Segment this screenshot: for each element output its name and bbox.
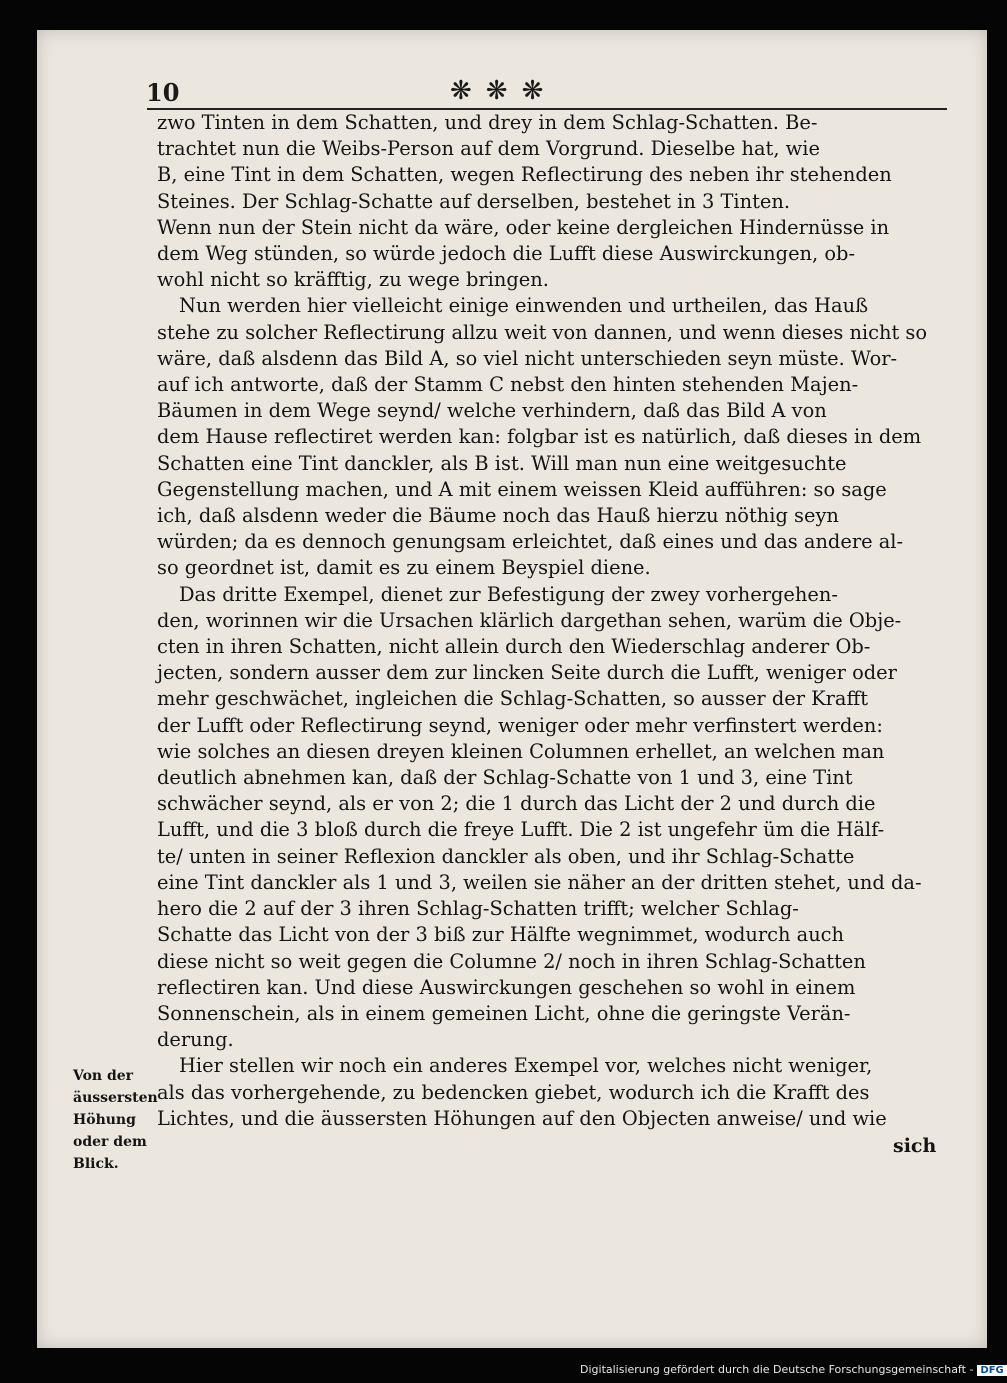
text-line: deutlich abnehmen kan, daß der Schlag-Schatte von 1 und 3, eine Tint xyxy=(157,766,853,790)
margin-note-line: Blick. xyxy=(73,1156,119,1172)
margin-note-line: Von der xyxy=(73,1068,134,1084)
text-line: trachtet nun die Weibs-Person auf dem Vorgrund. Dieselbe hat, wie xyxy=(157,137,820,161)
text-line: diese nicht so weit gegen die Columne 2/ noch in ihren Schlag-Schatten xyxy=(157,949,866,973)
margin-note xyxy=(73,1065,157,1175)
text-line: Wenn nun der Stein nicht da wäre, oder keine dergleichen Hindernüsse in xyxy=(157,215,890,239)
dfg-logo: DFG xyxy=(977,1365,1006,1376)
text-line: wohl nicht so kräfftig, zu wege bringen. xyxy=(157,268,549,292)
text-line: reflectiren kan. Und diese Auswirckungen geschehen so wohl in einem xyxy=(157,975,856,999)
text-line: Hier stellen wir noch ein anderes Exempel vor, welches nicht weniger, xyxy=(179,1054,873,1078)
text-line: Lufft, und die 3 bloß durch die freye Lufft. Die 2 ist ungefehr üm die Hälf- xyxy=(157,818,885,842)
page-number: 10 xyxy=(146,78,180,107)
text-line: dem Hause reflectiret werden kan: folgbar ist es natürlich, daß dieses in dem xyxy=(157,425,922,449)
ornament-icon: ❋❋❋ xyxy=(450,76,558,106)
text-line: Bäumen in dem Wege seynd/ welche verhindern, daß das Bild A von xyxy=(157,399,827,423)
text-line: den, worinnen wir die Ursachen klärlich dargethan sehen, warüm die Obje- xyxy=(157,608,902,632)
text-line: Nun werden hier vielleicht einige einwenden und urtheilen, das Hauß xyxy=(179,294,869,318)
catchword: sich xyxy=(893,1135,937,1157)
text-line: stehe zu solcher Reflectirung allzu weit von dannen, und wenn dieses nicht so xyxy=(157,320,928,344)
text-line: Sonnenschein, als in einem gemeinen Licht, ohne die geringste Verän- xyxy=(157,1001,851,1025)
text-line: schwächer seynd, als er von 2; die 1 durch das Licht der 2 und durch die xyxy=(157,792,876,816)
footer-credit xyxy=(580,1363,1007,1376)
text-line: Lichtes, und die äussersten Höhungen auf den Objecten anweise/ und wie xyxy=(157,1106,887,1130)
text-line: als das vorhergehende, zu bedencken giebet, wodurch ich die Krafft des xyxy=(157,1080,870,1104)
text-line: Steines. Der Schlag-Schatte auf derselben, bestehet in 3 Tinten. xyxy=(157,189,791,213)
text-line: der Lufft oder Reflectirung seynd, weniger oder mehr verfinstert werden: xyxy=(157,713,883,737)
text-line: derung. xyxy=(157,1028,234,1052)
text-line: eine Tint danckler als 1 und 3, weilen sie näher an der dritten stehet, und da- xyxy=(157,870,922,894)
text-line: Schatte das Licht von der 3 biß zur Hälfte wegnimmet, wodurch auch xyxy=(157,923,845,947)
text-line: mehr geschwächet, ingleichen die Schlag-Schatten, so ausser der Krafft xyxy=(157,687,869,711)
margin-note-line: äussersten xyxy=(73,1090,158,1106)
text-line: wäre, daß alsdenn das Bild A, so viel nicht unterschieden seyn müste. Wor- xyxy=(157,346,898,370)
text-line: zwo Tinten in dem Schatten, und drey in dem Schlag-Schatten. Be- xyxy=(157,111,818,134)
text-line: te/ unten in seiner Reflexion danckler als oben, und ihr Schlag-Schatte xyxy=(157,844,855,868)
text-line: hero die 2 auf der 3 ihren Schlag-Schatten trifft; welcher Schlag- xyxy=(157,897,799,921)
text-line: Schatten eine Tint danckler, als B ist. Will man nun eine weitgesuchte xyxy=(157,451,847,475)
text-line: wie solches an diesen dreyen kleinen Columnen erhellet, an welchen man xyxy=(157,739,885,763)
text-line: würden; da es dennoch genungsam erleichtet, daß eines und das andere al- xyxy=(157,530,904,554)
text-line: dem Weg stünden, so würde jedoch die Lufft diese Auswirckungen, ob- xyxy=(157,242,856,266)
text-line: B, eine Tint in dem Schatten, wegen Reflectirung des neben ihr stehenden xyxy=(157,163,892,187)
main-text-block xyxy=(157,110,947,1132)
footer-text: Digitalisierung gefördert durch die Deutsche Forschungsgemeinschaft - xyxy=(580,1363,974,1376)
text-line: auf ich antworte, daß der Stamm C nebst den hinten stehenden Majen- xyxy=(157,373,859,397)
text-line: ich, daß alsdenn weder die Bäume noch das Hauß hierzu nöthig seyn xyxy=(157,504,839,528)
text-line: cten in ihren Schatten, nicht allein durch den Wiederschlag anderer Ob- xyxy=(157,635,871,659)
text-line: Das dritte Exempel, dienet zur Befestigung der zwey vorhergehen- xyxy=(179,582,838,606)
text-line: so geordnet ist, damit es zu einem Beyspiel diene. xyxy=(157,556,651,580)
margin-note-line: Höhung xyxy=(73,1112,136,1128)
text-line: Gegenstellung machen, und A mit einem weissen Kleid aufführen: so sage xyxy=(157,477,887,501)
text-line: jecten, sondern ausser dem zur lincken Seite durch die Lufft, weniger oder xyxy=(157,661,897,685)
margin-note-line: oder dem xyxy=(73,1134,147,1150)
